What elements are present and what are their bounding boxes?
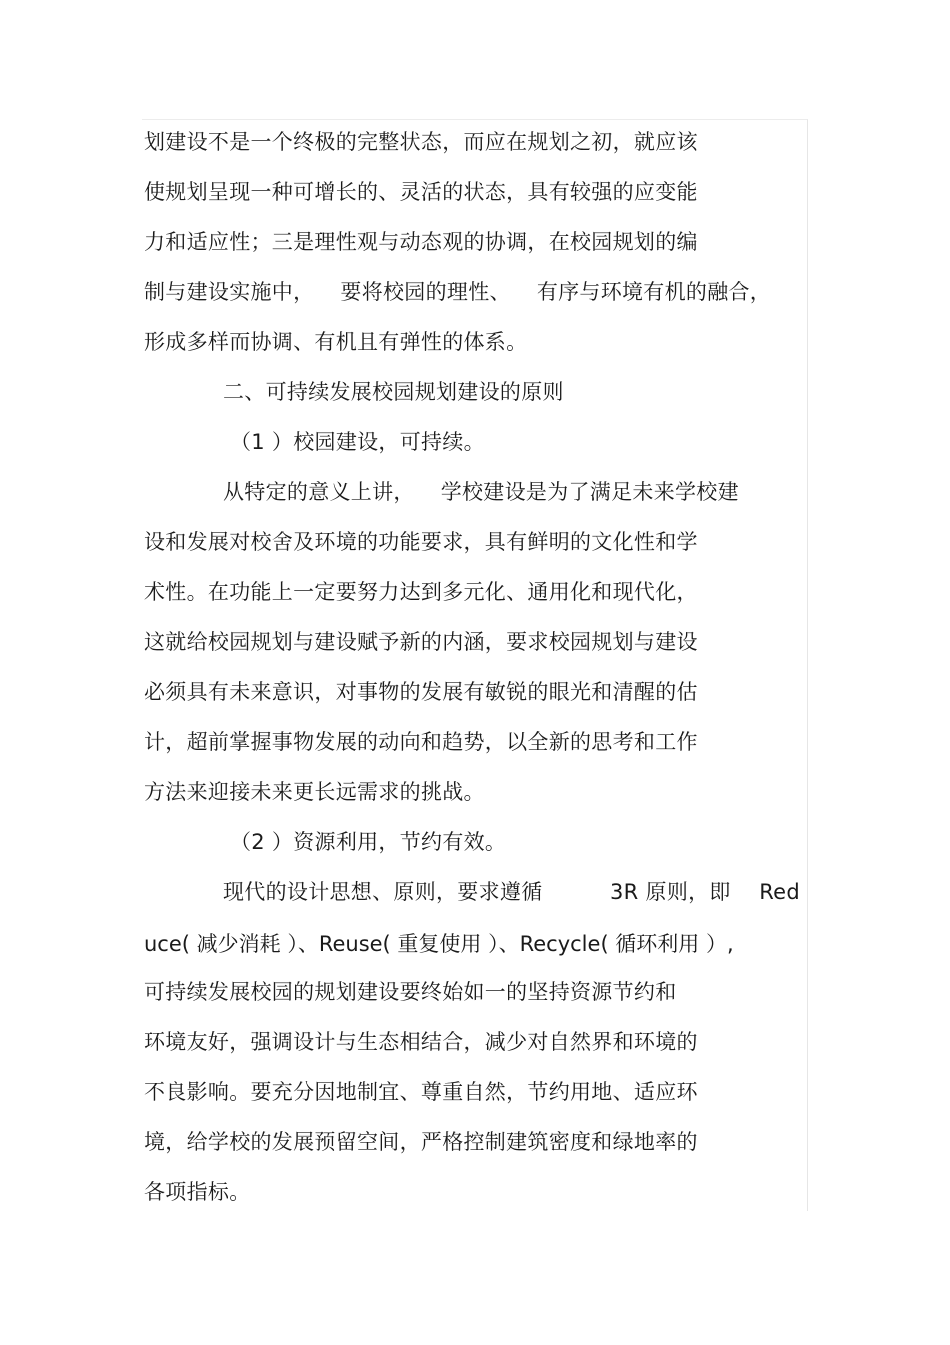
paragraph-line: 环境友好，强调设计与生态相结合，减少对自然界和环境的 bbox=[144, 1030, 698, 1054]
text-segment: 学校建设是为了满足未来学校建 bbox=[440, 480, 739, 504]
paragraph-line: 这就给校园规划与建设赋予新的内涵，要求校园规划与建设 bbox=[144, 630, 698, 654]
paragraph-line: 设和发展对校舍及环境的功能要求，具有鲜明的文化性和学 bbox=[144, 530, 698, 554]
subsection-heading: （2 ）资源利用，节约有效。 bbox=[230, 830, 507, 854]
text-segment: 3R 原则，即 bbox=[610, 880, 731, 904]
paragraph-line bbox=[223, 477, 739, 507]
paragraph-line: 境，给学校的发展预留空间，严格控制建筑密度和绿地率的 bbox=[144, 1130, 698, 1154]
paragraph-line: 形成多样而协调、有机且有弹性的体系。 bbox=[144, 330, 528, 354]
paragraph-line: 方法来迎接未来更长远需求的挑战。 bbox=[144, 780, 485, 804]
paragraph-line bbox=[223, 877, 800, 907]
subsection-heading: （1 ）校园建设，可持续。 bbox=[230, 430, 485, 454]
paragraph-line: 各项指标。 bbox=[144, 1180, 251, 1204]
paragraph-line bbox=[144, 277, 771, 307]
paragraph-line: 划建设不是一个终极的完整状态，而应在规划之初，就应该 bbox=[144, 130, 698, 154]
paragraph-line: 必须具有未来意识，对事物的发展有敏锐的眼光和清醒的估 bbox=[144, 680, 698, 704]
paragraph-line: 不良影响。要充分因地制宜、尊重自然，节约用地、适应环 bbox=[144, 1080, 698, 1104]
text-segment: Red bbox=[759, 880, 800, 904]
paragraph-line: 力和适应性；三是理性观与动态观的协调，在校园规划的编 bbox=[144, 230, 698, 254]
text-segment: 现代的设计思想、原则，要求遵循 bbox=[223, 880, 543, 904]
section-heading: 二、可持续发展校园规划建设的原则 bbox=[223, 380, 564, 404]
text-segment: 有序与环境有机的融合， bbox=[536, 280, 772, 304]
text-segment: 制与建设实施中， bbox=[144, 280, 315, 304]
text-segment: 从特定的意义上讲， bbox=[223, 480, 415, 504]
paragraph-line: uce( 减少消耗 ）、Reuse( 重复使用 ）、Recycle( 循环利用 ）, bbox=[144, 932, 734, 956]
paragraph-line: 计，超前掌握事物发展的动向和趋势，以全新的思考和工作 bbox=[144, 730, 698, 754]
paragraph-line: 使规划呈现一种可增长的、灵活的状态，具有较强的应变能 bbox=[144, 180, 698, 204]
text-segment: 要将校园的理性、 bbox=[340, 280, 511, 304]
paragraph-line: 可持续发展校园的规划建设要终始如一的坚持资源节约和 bbox=[144, 980, 677, 1004]
paragraph-line: 术性。在功能上一定要努力达到多元化、通用化和现代化， bbox=[144, 580, 698, 604]
